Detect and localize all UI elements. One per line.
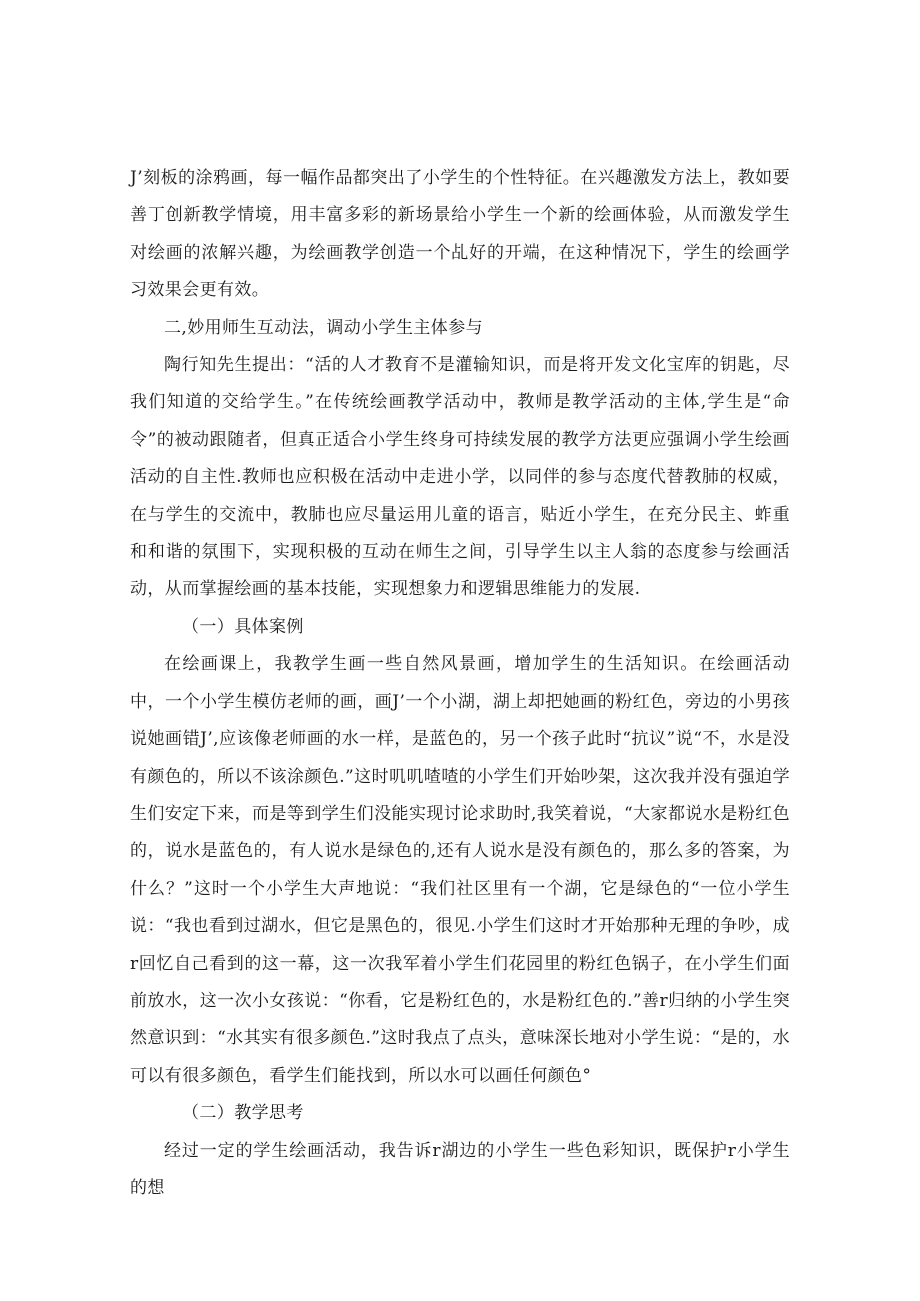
subheading-reflection: （二）教学思考 (182, 1103, 304, 1124)
paragraph-reflection: 经过一定的学生绘画活动，我告诉r湖边的小学生一些色彩知识，既保护r小学生的想 (130, 1140, 790, 1198)
section-heading-2: 二,妙用师生互动法，调动小学生主体参与 (164, 317, 484, 338)
paragraph-case: 在绘画课上，我教学生画一些自然风景画，增加学生的生活知识。在绘画活动中，一个小学生模仿老师的画，画J’一个小湖，湖上却把她画的粉红色，旁边的小男孩说她画错J’,应该像老师画的水一样，是蓝色的，另一个孩子此时“抗议”说“不，水是没有颜色的，所以不该涂颜色.”这时叽叽喳喳的小学生们开始吵架，这次我并没有强迫学生们安定下来，而是等到学生们没能实现讨论求助时,我笑着说，“大家都说水是粉红色的，说水是蓝色的，有人说水是绿色的,还有人说水是没有颜色的，那么多的答案，为什么？”这时一个小学生大声地说：“我们社区里有一个湖，它是绿色的“一位小学生说：“我也看到过湖水，但它是黑色的，很见.小学生们这时才开始那种无理的争吵，成r回忆自己看到的这一幕，这一次我军着小学生们花园里的粉红色锅子，在小学生们面前放水，这一次小女孩说：“你看，它是粉红色的，水是粉红色的.”善r归纳的小学生突然意识到：“水其实有很多颜色.”这时我点了点头，意味深长地对小学生说：“是的，水可以有很多颜色，看学生们能找到，所以水可以画任何颜色° (130, 654, 790, 1086)
document-body (130, 160, 790, 1207)
subheading-case: （一）具体案例 (182, 616, 304, 637)
paragraph-tao-xingzhi: 陶行知先生提出：“活的人才教育不是灌输知识，而是将开发文化宝库的钥匙，尽我们知道的交给学生。”在传统绘画教学活动中，教师是教学活动的主体,学生是“命令”的被动跟随者，但真正适合小学生终身可持续发展的教学方法更应强调小学生绘画活动的自主性.教师也应积极在活动中走进小学，以同伴的参与态度代替教肺的权威，在与学生的交流中，教肺也应尽量运用儿童的语言，贴近小学生，在充分民主、蚱重和和谐的氛围下，实现积极的互动在师生之间，引导学生以主人翁的态度参与绘画活动，从而掌握绘画的基本技能，实现想象力和逻辑思维能力的发展. (130, 355, 790, 600)
paragraph-1: J’刻板的涂鸦画，每一幅作品都突出了小学生的个性特征。在兴趣激发方法上，教如要善丁创新教学情境，用丰富多彩的新场景给小学生一个新的绘画体验，从而激发学生对绘画的浓解兴趣，为绘画教学创造一个乩好的开端，在这种情况下，学生的绘画学习效果会更有效。 (130, 168, 790, 301)
